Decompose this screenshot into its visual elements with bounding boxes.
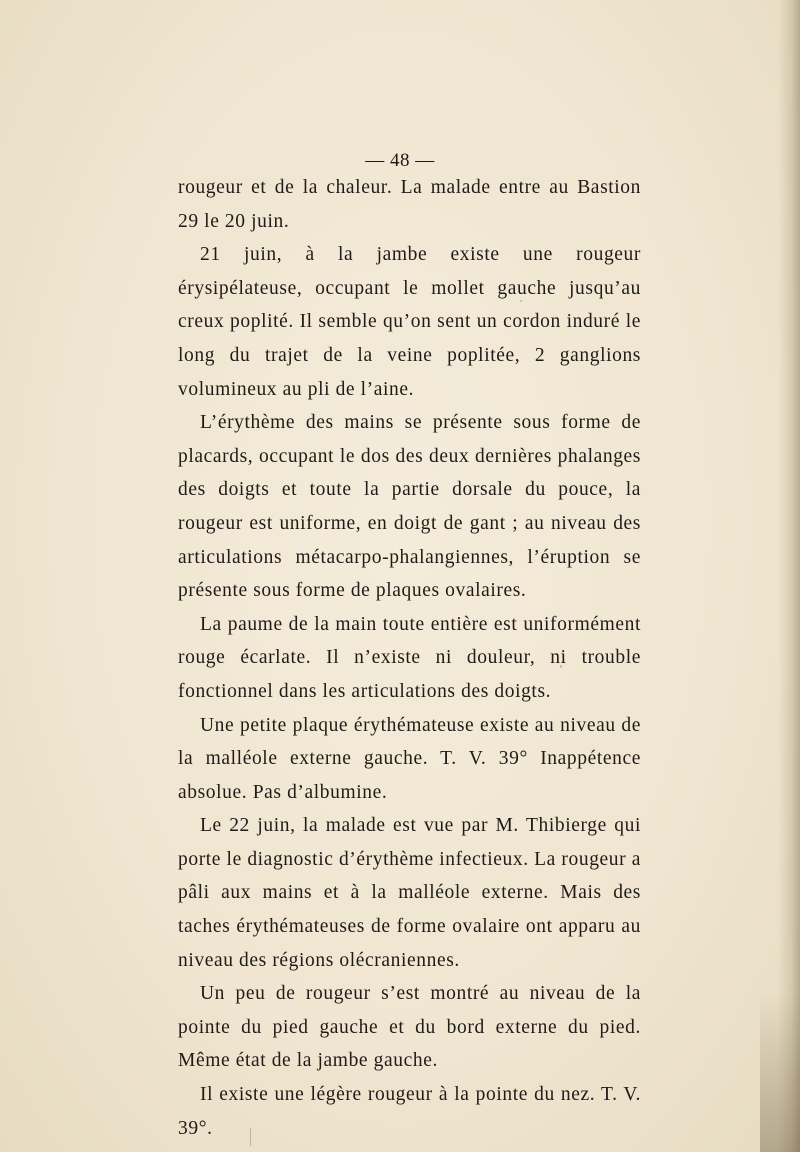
paragraph: rougeur et de la chaleur. La malade entre au Bastion 29 le 20 juin. [178,177,641,232]
paper-speck [520,300,522,302]
page-corner-shadow [760,992,800,1152]
paper-speck [250,1128,251,1146]
paragraph: Le 22 juin, la malade est vue par M. Thibierge qui porte le diagnostic d’érythème infectieux. La rougeur a pâli aux mains et à la malléole externe. Mais des taches érythémateuses de forme ovalaire ont apparu au niveau des régions olécraniennes. [178,815,641,971]
paragraph: 21 juin, à la jambe existe une rougeur érysipélateuse, occupant le mollet gauche jusqu’au creux poplité. Il semble qu’on sent un cordon induré le long du trajet de la veine poplitée, 2 ganglions volumineux au pli de l’aine. [178,244,641,400]
paragraph: Il existe une légère rougeur à la pointe du nez. T. V. 39°. [178,1084,641,1139]
page-number: — 48 — [365,150,435,171]
body-text [178,171,641,1145]
paragraph: L’érythème des mains se présente sous forme de placards, occupant le dos des deux dernières phalanges des doigts et toute la partie dorsale du pouce, la rougeur est uniforme, en doigt de gant ; au niveau des articulations métacarpo-phalangiennes, l’éruption se présente sous forme de plaques ovalaires. [178,412,641,602]
paragraph: La paume de la main toute entière est uniformément rouge écarlate. Il n’existe ni douleur, ni trouble fonctionnel dans les articulations des doigts. [178,613,641,702]
page-edge-shadow [778,0,800,1152]
paragraph: Un peu de rougeur s’est montré au niveau de la pointe du pied gauche et du bord externe du pied. Même état de la jambe gauche. [178,983,641,1072]
paragraph: Une petite plaque érythémateuse existe au niveau de la malléole externe gauche. T. V. 39° Inappétence absolue. Pas d’albumine. [178,714,641,803]
paper-speck [560,665,562,668]
paper-speck [480,1030,482,1032]
